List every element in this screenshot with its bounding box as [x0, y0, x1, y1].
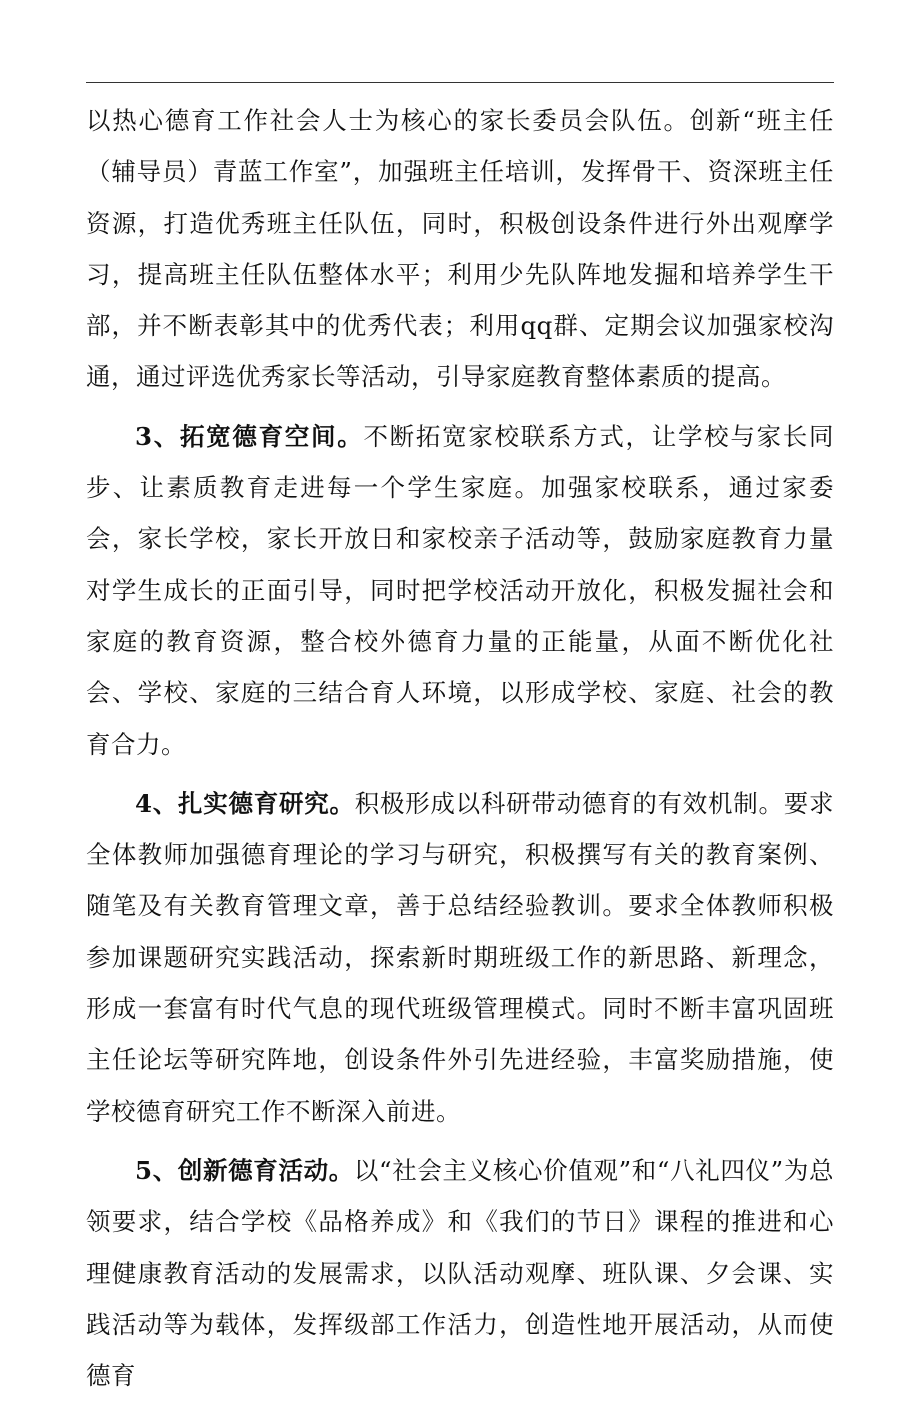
paragraph-3	[86, 411, 834, 770]
paragraph-text: 积极形成以科研带动德育的有效机制。要求全体教师加强德育理论的学习与研究，积极撰写有关的教育案例、随笔及有关教育管理文章，善于总结经验教训。要求全体教师积极参加课题研究实践活动，探索新时期班级工作的新思路、新理念，形成一套富有时代气息的现代班级管理模式。同时不断丰富巩固班主任论坛等研究阵地，创设条件外引先进经验，丰富奖励措施，使学校德育研究工作不断深入前进。	[86, 788, 835, 1126]
paragraph-continuation	[86, 95, 834, 403]
paragraph-4	[86, 778, 834, 1137]
paragraph-5	[86, 1145, 834, 1401]
paragraph-text: 以“社会主义核心价值观”和“八礼四仪”为总领要求，结合学校《品格养成》和《我们的节日》课程的推进和心理健康教育活动的发展需求，以队活动观摩、班队课、夕会课、实践活动等为载体，发挥级部工作活力，创造性地开展活动，从而使德育	[86, 1155, 835, 1391]
paragraph-heading: 3、拓宽德育空间。	[135, 421, 364, 451]
paragraph-heading: 5、创新德育活动。	[135, 1155, 354, 1185]
header-rule	[86, 82, 834, 83]
paragraph-heading: 4、扎实德育研究。	[135, 788, 355, 818]
paragraph-text: 以热心德育工作社会人士为核心的家长委员会队伍。创新“班主任（辅导员）青蓝工作室”，加强班主任培训，发挥骨干、资深班主任资源，打造优秀班主任队伍，同时，积极创设条件进行外出观摩学习，提高班主任队伍整体水平；利用少先队阵地发掘和培养学生干部，并不断表彰其中的优秀代表；利用qq群、定期会议加强家校沟通，通过评选优秀家长等活动，引导家庭教育整体素质的提高。	[86, 106, 834, 392]
document-body	[86, 95, 834, 1409]
paragraph-text: 不断拓宽家校联系方式，让学校与家长同步、让素质教育走进每一个学生家庭。加强家校联系，通过家委会，家长学校，家长开放日和家校亲子活动等，鼓励家庭教育力量对学生成长的正面引导，同时把学校活动开放化，积极发掘社会和家庭的教育资源，整合校外德育力量的正能量，从面不断优化社会、学校、家庭的三结合育人环境，以形成学校、家庭、社会的教育合力。	[86, 421, 835, 759]
